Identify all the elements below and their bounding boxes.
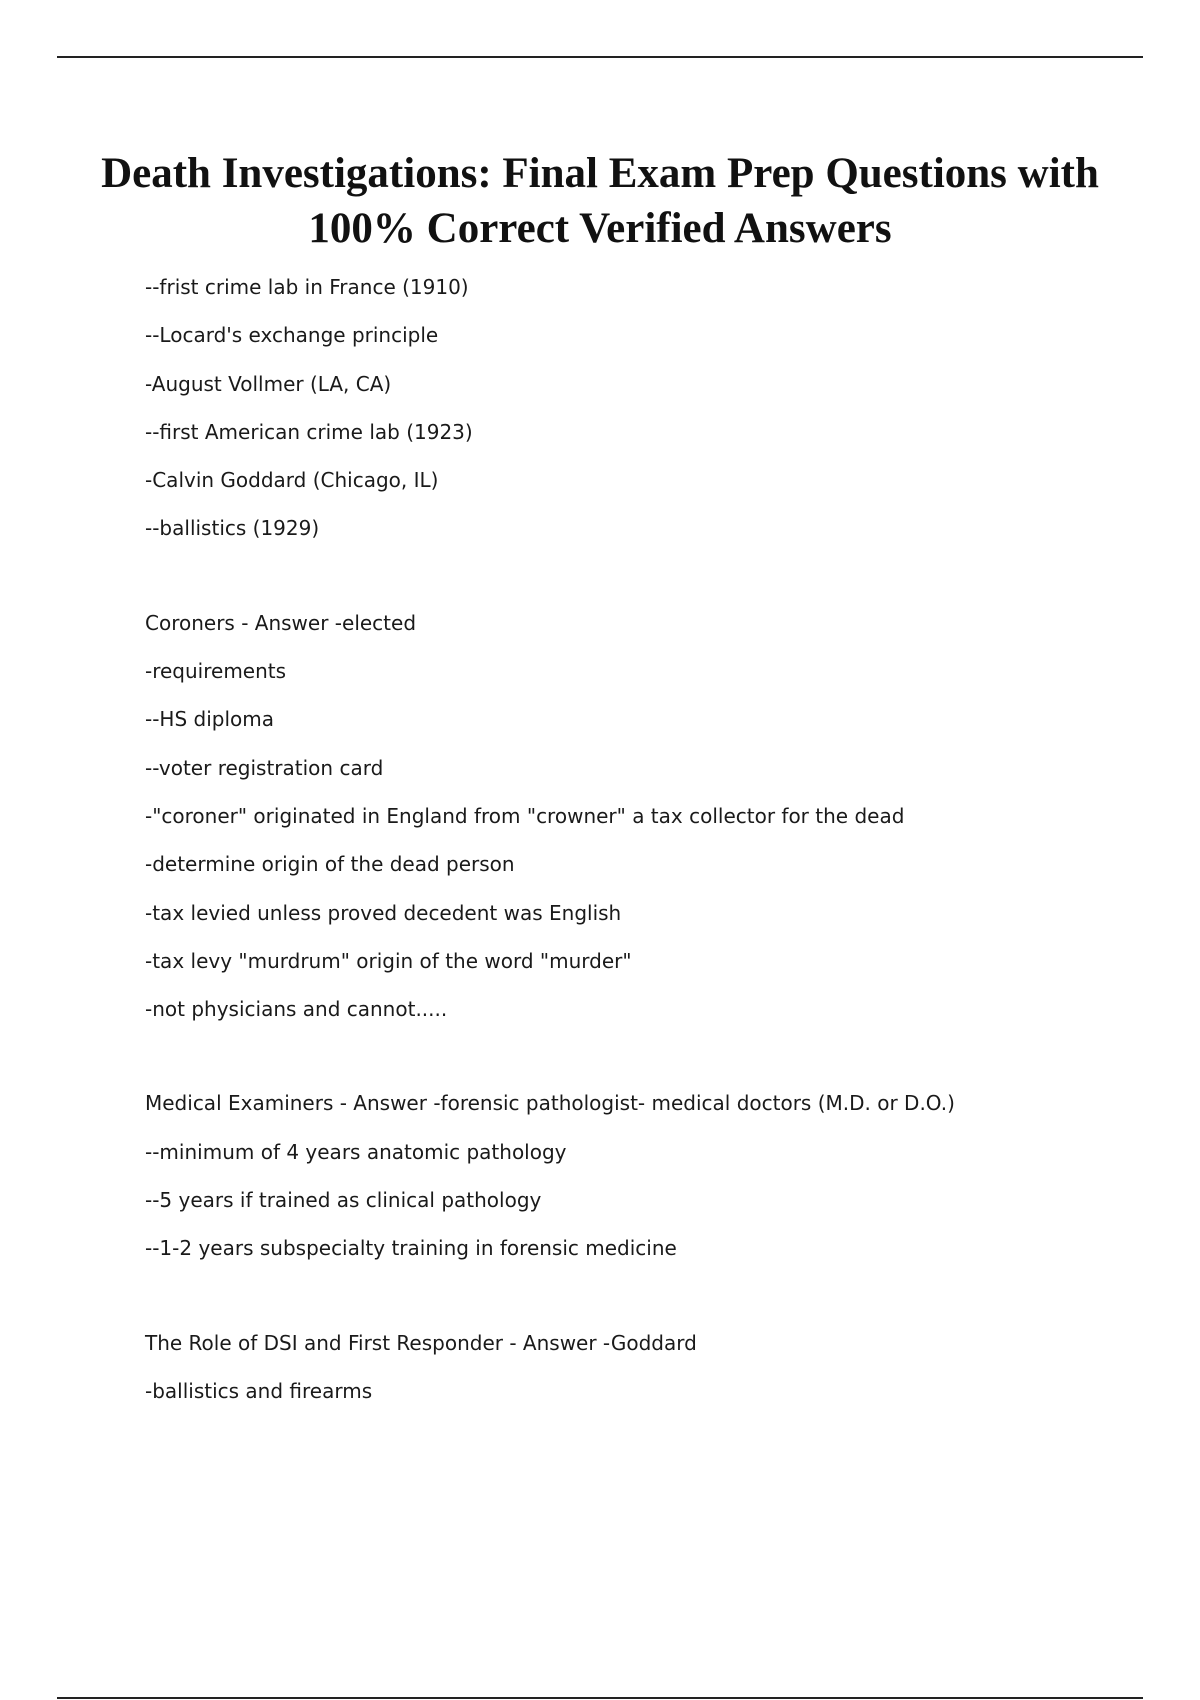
qa-role-of-dsi (145, 1328, 1145, 1425)
footer-rule (57, 1697, 1143, 1699)
header-rule (57, 56, 1143, 58)
text-line: -tax levied unless proved decedent was English (145, 900, 622, 925)
document-body (145, 272, 1145, 1470)
text-line: --HS diploma (145, 707, 275, 732)
text-line: -tax levy "murdrum" origin of the word "murder" (145, 948, 632, 973)
text-line: --Locard's exchange principle (145, 323, 439, 348)
intro-history-block (145, 272, 1145, 562)
question-line: The Role of DSI and First Responder - Answer -Goddard (145, 1330, 697, 1355)
text-line: --frist crime lab in France (1910) (145, 275, 469, 299)
text-line: --1-2 years subspecialty training in forensic medicine (145, 1236, 677, 1261)
question-line: Medical Examiners - Answer -forensic pathologist- medical doctors (M.D. or D.O.) (145, 1091, 955, 1116)
text-line: -August Vollmer (LA, CA) (145, 371, 392, 396)
text-line: -ballistics and firearms (145, 1378, 373, 1403)
text-line: --5 years if trained as clinical pathology (145, 1188, 542, 1213)
text-line: -requirements (145, 659, 287, 684)
text-line: -determine origin of the dead person (145, 852, 515, 877)
question-line: Coroners - Answer -elected (145, 610, 417, 635)
text-line: --first American crime lab (1923) (145, 419, 473, 444)
text-line: --minimum of 4 years anatomic pathology (145, 1139, 567, 1164)
document-title: Death Investigations: Final Exam Prep Questions with 100% Correct Verified Answers (101, 150, 1099, 252)
text-line: -"coroner" originated in England from "crowner" a tax collector for the dead (145, 803, 905, 828)
qa-coroners (145, 608, 1145, 1043)
text-line: --ballistics (1929) (145, 516, 320, 541)
text-line: --voter registration card (145, 755, 384, 780)
qa-medical-examiners (145, 1088, 1145, 1281)
text-line: -Calvin Goddard (Chicago, IL) (145, 468, 439, 493)
text-line: -not physicians and cannot..... (145, 997, 448, 1022)
